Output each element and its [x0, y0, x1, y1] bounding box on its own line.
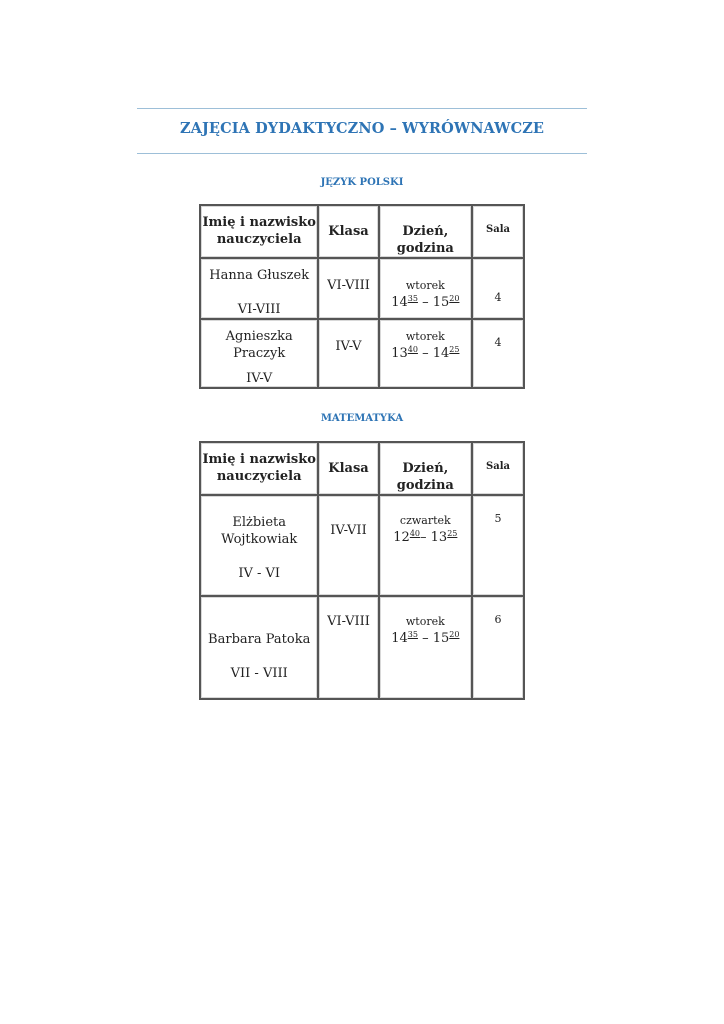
header-dzien: [379, 205, 472, 258]
header-name: [200, 442, 318, 495]
header-name-line1: Imię i nazwisko: [202, 215, 316, 230]
header-dzien: [379, 442, 472, 495]
day-label: wtorek: [405, 615, 445, 628]
day-label: wtorek: [405, 279, 445, 292]
teacher-cell: [200, 495, 318, 596]
header-name-line2: nauczyciela: [216, 232, 302, 247]
day-label: czwartek: [399, 514, 451, 527]
schedule-table-jezyk-polski: [199, 204, 525, 389]
teacher-classes: VII - VIII: [230, 666, 288, 681]
time-cell: [379, 596, 472, 699]
section-title-matematyka: MATEMATYKA: [320, 413, 404, 424]
teacher-name: Barbara Patoka: [208, 632, 311, 647]
header-dzien-line1: Dzień,: [402, 461, 449, 476]
sala-cell: 4: [472, 258, 524, 319]
header-sala: Sala: [472, 442, 524, 495]
table-header-row: [200, 205, 524, 258]
table-row: [200, 596, 524, 699]
header-name: [200, 205, 318, 258]
teacher-name-line1: Agnieszka: [225, 329, 293, 344]
header-klasa: Klasa: [318, 205, 378, 258]
klasa-cell: IV-V: [318, 319, 378, 388]
header-name-line1: Imię i nazwisko: [202, 452, 316, 467]
klasa-cell: IV-VII: [318, 495, 378, 596]
header-name-line2: nauczyciela: [216, 469, 302, 484]
header-sala: Sala: [472, 205, 524, 258]
time-cell: [379, 495, 472, 596]
header-dzien-line2: godzina: [396, 241, 454, 256]
klasa-cell: VI-VIII: [318, 258, 378, 319]
teacher-name-line2: Praczyk: [233, 346, 286, 361]
sala-cell: 6: [472, 596, 524, 699]
teacher-name-line2: Wojtkowiak: [221, 532, 298, 547]
day-label: wtorek: [405, 330, 445, 343]
sala-cell: 4: [472, 319, 524, 388]
klasa-cell: VI-VIII: [318, 596, 378, 699]
teacher-classes: IV-V: [246, 371, 273, 386]
header-dzien-line2: godzina: [396, 478, 454, 493]
teacher-classes: VI-VIII: [237, 302, 281, 317]
table-row: [200, 319, 524, 388]
page-title: ZAJĘCIA DYDAKTYCZNO – WYRÓWNAWCZE: [179, 120, 545, 137]
table-row: [200, 495, 524, 596]
teacher-name-line1: Elżbieta: [232, 515, 287, 530]
teacher-cell: [200, 319, 318, 388]
table-row: [200, 258, 524, 319]
time-range: $13^{40} - 14^{25}$: [391, 345, 460, 361]
header-dzien-line1: Dzień,: [402, 224, 449, 239]
time-range: $12^{40}-$ $13^{25}$: [393, 529, 458, 545]
time-range: $14^{35} - 15^{20}$: [391, 294, 460, 310]
title-bottom-rule: [137, 153, 587, 154]
schedule-table-matematyka: [199, 441, 525, 700]
header-klasa: Klasa: [318, 442, 378, 495]
teacher-name: Hanna Głuszek: [209, 268, 310, 283]
table-header-row: [200, 442, 524, 495]
time-cell: [379, 258, 472, 319]
title-top-rule: [137, 108, 587, 109]
time-cell: [379, 319, 472, 388]
section-title-jezyk-polski: JĘZYK POLSKI: [320, 177, 404, 188]
time-range: $14^{35} - 15^{20}$: [391, 630, 460, 646]
teacher-cell: [200, 596, 318, 699]
teacher-cell: [200, 258, 318, 319]
teacher-classes: IV - VI: [238, 566, 281, 581]
sala-cell: 5: [472, 495, 524, 596]
